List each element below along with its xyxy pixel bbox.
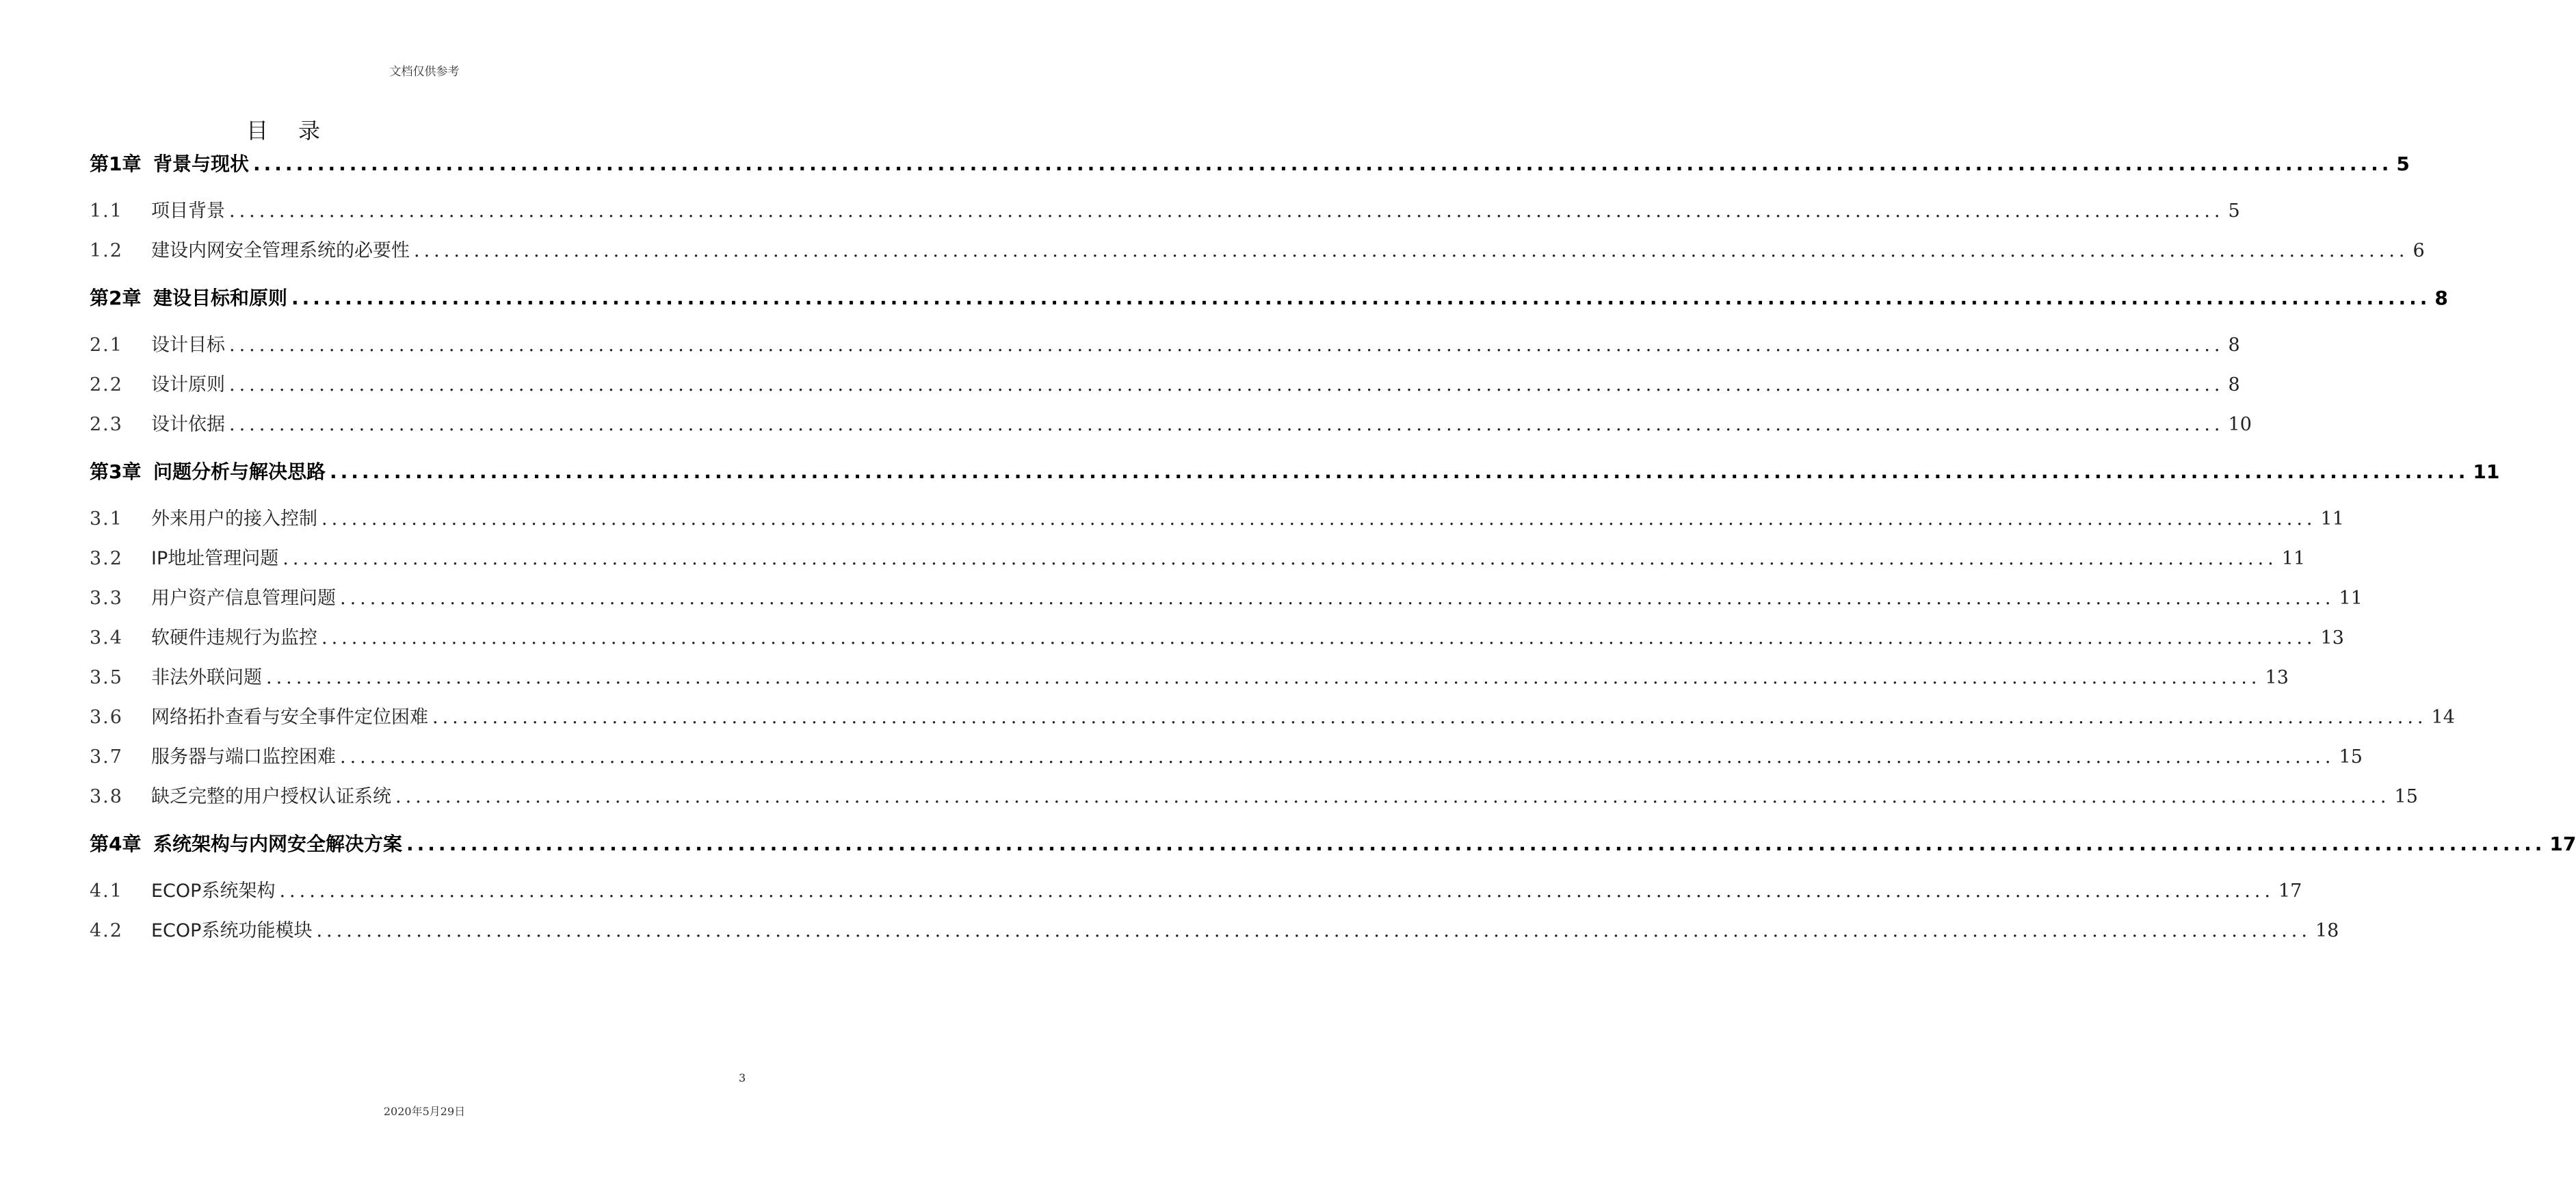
entry-page-number: 11: [2320, 508, 2344, 530]
dot-leader: ........................................................................................................................................................................................................: [229, 374, 2224, 395]
toc-section-entry[interactable]: [90, 409, 2252, 436]
dot-leader: ........................................................................................................................................................................................................: [414, 240, 2409, 261]
entry-title: IP地址管理问题: [151, 548, 279, 569]
entry-page-number: 8: [2434, 287, 2448, 309]
entry-number: 3.1: [90, 508, 123, 530]
entry-number: 3.6: [90, 707, 123, 728]
entry-page-number: 15: [2339, 746, 2363, 768]
dot-leader: ........................................................................................................................................................................................................: [316, 920, 2311, 941]
entry-title: ECOP系统架构: [151, 881, 276, 902]
page-header: 文档仅供参考: [389, 65, 460, 79]
entry-number: 1.2: [90, 240, 123, 261]
dot-leader: ........................................................................................................................................................................................................: [282, 548, 2278, 569]
toc-section-entry[interactable]: [90, 330, 2240, 356]
toc-section-entry[interactable]: [90, 583, 2363, 610]
dot-leader: ........................................................................................................................................................................................................: [291, 287, 2431, 309]
toc-chapter-entry[interactable]: [90, 283, 2448, 311]
entry-number: 3.2: [90, 548, 123, 569]
entry-number: 3.5: [90, 667, 123, 688]
entry-page-number: 13: [2265, 667, 2289, 688]
entry-number: 2.1: [90, 335, 123, 356]
toc-title: 目录: [246, 118, 351, 144]
entry-page-number: 18: [2315, 920, 2339, 941]
entry-number: 4.2: [90, 920, 123, 941]
toc-section-entry[interactable]: [90, 702, 2455, 729]
entry-title: 软硬件违规行为监控: [151, 627, 317, 649]
entry-page-number: 13: [2320, 627, 2344, 649]
entry-title: 系统架构与内网安全解决方案: [153, 833, 403, 855]
toc-section-entry[interactable]: [90, 543, 2306, 570]
entry-number: 4.1: [90, 881, 123, 902]
entry-title: 缺乏完整的用户授权认证系统: [151, 786, 391, 807]
toc-section-entry[interactable]: [90, 504, 2344, 530]
toc-section-entry[interactable]: [90, 235, 2425, 262]
toc-chapter-entry[interactable]: [90, 829, 2576, 857]
dot-leader: ........................................................................................................................................................................................................: [406, 833, 2546, 855]
entry-page-number: 11: [2473, 460, 2500, 483]
dot-leader: ........................................................................................................................................................................................................: [395, 786, 2391, 807]
dot-leader: ........................................................................................................................................................................................................: [432, 707, 2428, 728]
entry-number: 第4章: [90, 833, 142, 855]
toc-chapter-entry[interactable]: [90, 457, 2500, 484]
entry-page-number: 15: [2394, 786, 2418, 807]
toc-section-entry[interactable]: [90, 742, 2363, 768]
entry-page-number: 11: [2281, 548, 2306, 569]
entry-title: 设计目标: [151, 335, 225, 356]
dot-leader: ........................................................................................................................................................................................................: [266, 667, 2261, 688]
entry-title: 网络拓扑查看与安全事件定位困难: [151, 707, 428, 728]
dot-leader: ........................................................................................................................................................................................................: [253, 153, 2393, 175]
dot-leader: ........................................................................................................................................................................................................: [229, 414, 2224, 435]
entry-page-number: 5: [2228, 200, 2240, 222]
entry-page-number: 5: [2396, 153, 2410, 175]
page-number: 3: [739, 1071, 746, 1084]
toc-section-entry[interactable]: [90, 876, 2302, 902]
entry-page-number: 17: [2278, 881, 2302, 902]
entry-title: 背景与现状: [153, 153, 250, 175]
entry-page-number: 8: [2228, 374, 2240, 395]
toc-section-entry[interactable]: [90, 662, 2289, 689]
dot-leader: ........................................................................................................................................................................................................: [321, 508, 2317, 530]
entry-title: 问题分析与解决思路: [153, 460, 326, 483]
entry-number: 3.4: [90, 627, 123, 649]
entry-title: 设计原则: [151, 374, 225, 395]
toc-section-entry[interactable]: [90, 369, 2240, 396]
entry-title: 建设目标和原则: [153, 287, 288, 309]
entry-number: 2.2: [90, 374, 123, 395]
entry-page-number: 11: [2339, 588, 2363, 609]
entry-page-number: 14: [2431, 707, 2455, 728]
dot-leader: ........................................................................................................................................................................................................: [330, 460, 2469, 483]
entry-number: 3.3: [90, 588, 123, 609]
toc-section-entry[interactable]: [90, 623, 2344, 649]
entry-number: 1.1: [90, 200, 123, 222]
entry-number: 第1章: [90, 153, 142, 175]
entry-title: 非法外联问题: [151, 667, 262, 688]
entry-title: 项目背景: [151, 200, 225, 222]
dot-leader: ........................................................................................................................................................................................................: [279, 881, 2274, 902]
entry-number: 第3章: [90, 460, 142, 483]
entry-number: 2.3: [90, 414, 123, 435]
entry-page-number: 10: [2228, 414, 2252, 435]
entry-title: 设计依据: [151, 414, 225, 435]
entry-title: 外来用户的接入控制: [151, 508, 317, 530]
page-footer: 2020年5月29日: [383, 1105, 466, 1118]
toc-section-entry[interactable]: [90, 915, 2339, 942]
entry-title: 用户资产信息管理问题: [151, 588, 336, 609]
entry-number: 3.8: [90, 786, 123, 807]
entry-page-number: 6: [2413, 240, 2425, 261]
entry-page-number: 8: [2228, 335, 2240, 356]
dot-leader: ........................................................................................................................................................................................................: [321, 627, 2317, 649]
toc-section-entry[interactable]: [90, 196, 2240, 222]
entry-title: 服务器与端口监控困难: [151, 746, 336, 768]
dot-leader: ........................................................................................................................................................................................................: [340, 588, 2335, 609]
toc-chapter-entry[interactable]: [90, 149, 2410, 177]
dot-leader: ........................................................................................................................................................................................................: [229, 335, 2224, 356]
entry-page-number: 17: [2549, 833, 2576, 855]
entry-title: ECOP系统功能模块: [151, 920, 313, 941]
toc-section-entry[interactable]: [90, 781, 2418, 808]
entry-title: 建设内网安全管理系统的必要性: [151, 240, 410, 261]
entry-number: 3.7: [90, 746, 123, 768]
dot-leader: ........................................................................................................................................................................................................: [340, 746, 2335, 768]
dot-leader: ........................................................................................................................................................................................................: [229, 200, 2224, 222]
entry-number: 第2章: [90, 287, 142, 309]
